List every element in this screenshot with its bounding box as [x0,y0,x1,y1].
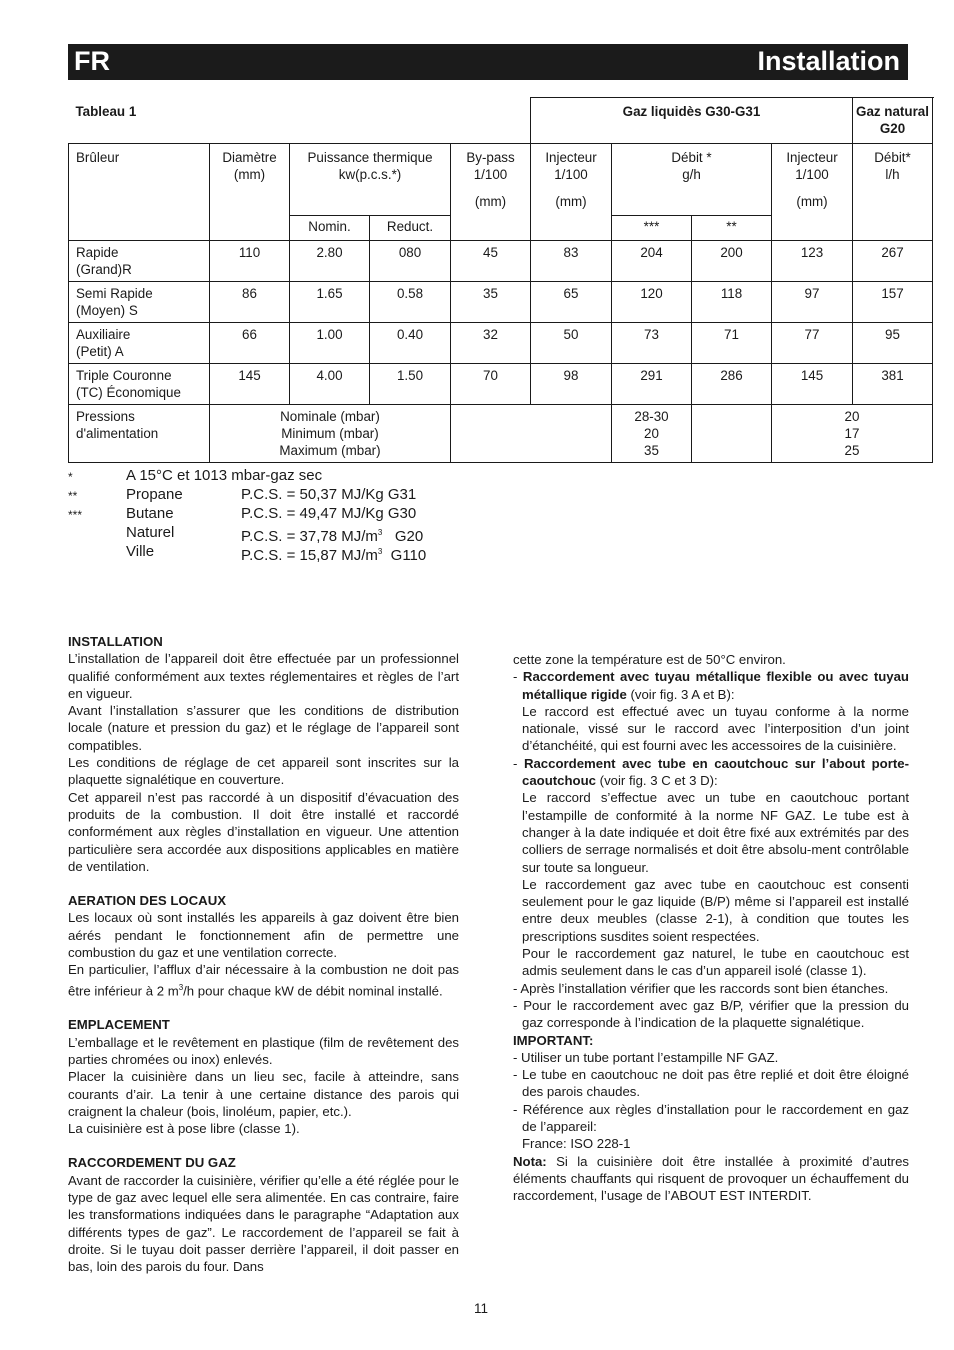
section-heading: IMPORTANT: [513,1032,594,1048]
paragraph: L’installation de l’appareil doit être effectuée par un professionnel qualifié conformément aux textes réglementaires et règles de l’art en vigueur. [68,651,459,701]
bullet: - Après l’installation vérifier que les raccords sont bien étanches. [513,980,889,996]
note-pcs [241,542,426,565]
row-diameter: 145 [210,364,290,405]
row-debit-natural: 267 [853,241,933,282]
section-heading: INSTALLATION [68,634,163,649]
pressure-empty [451,405,612,463]
table-row [69,241,933,282]
row-reduced: 080 [370,241,451,282]
paragraph: Avant l’installation s’assurer que les conditions de distribution locale (nature et pression du gaz) et le réglage de l’appareil sont compatibles. [68,703,459,753]
paragraph: Les conditions de réglage de cet appareil sont inscrites sur la plaquette signalétique en couverture. [68,755,459,788]
row-injector-natural: 145 [772,364,853,405]
row-debit-butane: 120 [612,282,692,323]
language-label: FR [74,46,110,76]
row-injector: 83 [531,241,612,282]
header-diameter: Diamètre (mm) [210,144,290,241]
group-header-lpg: Gaz liquidès G30-G31 [531,98,853,144]
row-nominal: 2.80 [290,241,370,282]
pressure-lpg: 28-30 20 35 [612,405,692,463]
row-injector-natural: 123 [772,241,853,282]
note-mark: *** [68,508,83,522]
row-burner-name: Auxiliaire (Petit) A [69,323,210,364]
paragraph: Placer la cuisinière dans un lieu sec, facile à atteindre, sans courants d’air. La tenir à une certaine distance des parois qui craignent la chaleur (bois, linoléum, papier, etc.). [68,1069,459,1119]
paragraph: France: ISO 228-1 [522,1136,631,1152]
note-gas: Butane [126,505,174,522]
bullet-bold: Raccordement avec tube en caoutchouc sur l’about porte-caoutchouc [522,755,909,789]
paragraph: Le raccordement gaz avec tube en caoutchouc est consenti seulement pour le gaz liquide (B/P) même si l’appareil est installé entre deux meubles (classe 2-1), à condition que toutes les prescriptions susdites soient respectées. [522,876,909,944]
row-bypass: 35 [451,282,531,323]
note-pcs-gas: G20 [382,528,424,545]
row-diameter: 86 [210,282,290,323]
paragraph: Pour le raccordement gaz naturel, le tube en caoutchouc est admis seulement dans le cas d’un appareil isolé (classe 1). [522,946,909,979]
row-burner-name: Rapide (Grand)R [69,241,210,282]
pressure-empty-2 [692,405,772,463]
row-diameter: 110 [210,241,290,282]
row-reduced: 0.58 [370,282,451,323]
bullet-text: (voir fig. 3 A et B): [626,686,735,702]
header-power: Puissance thermique kw(p.c.s.*) [290,144,451,216]
header-debit-natural: Débit* l/h [853,144,933,241]
section-heading: EMPLACEMENT [68,1017,170,1033]
paragraph: Le raccord est effectué avec un tuyau conforme à la norme nationale, vissé sur le raccord avec l’interposition d’un joint d’étanchéité, qui est fourni avec les accessoires de la cuisinière. [522,703,909,754]
bullet: - Référence aux règles d’installation pour le raccordement en gaz de l’appareil: [513,1101,909,1135]
paragraph: Avant de raccorder la cuisinière, vérifier qu’elle a été réglée pour le type de gaz avec lequel elle sera alimentée. En cas contraire, faire les transformations indiquées dans le paragraphe “Adaptation aux différents types de gaz”. Le raccordement de l’appareil se fait à droite. Si le tuyau doit passer derrière l’appareil, il doit passer en bas, loin des parois du four. Dans [68,1172,459,1275]
row-reduced: 1.50 [370,364,451,405]
table-row [69,364,933,405]
paragraph [68,961,459,999]
note-pcs-value: P.C.S. = 37,78 MJ/m [241,528,378,545]
note-pcs-value: P.C.S. = 15,87 MJ/m [241,547,378,564]
row-nominal: 1.00 [290,323,370,364]
header-burner: Brûleur [69,144,210,241]
header-debit-propane: ** [692,216,772,241]
table-notes [68,466,468,564]
note-mark: ** [68,489,78,503]
page-number: 11 [474,1301,489,1316]
nota [513,1153,909,1205]
row-burner-name: Triple Couronne (TC) Économique [69,364,210,405]
section-heading: RACCORDEMENT DU GAZ [68,1155,236,1171]
pressure-label: Pressions d'alimentation [69,405,210,463]
pressure-names: Nominale (mbar) Minimum (mbar) Maximum (mbar) [210,405,451,463]
bullet-bold: Raccordement avec tuyau métallique flexible ou avec tuyau métallique rigide [522,669,909,702]
note-pcs-gas: G110 [382,547,427,564]
row-debit-butane: 204 [612,241,692,282]
row-injector: 65 [531,282,612,323]
row-injector-natural: 97 [772,282,853,323]
header-nominal: Nomin. [290,216,370,241]
note-pcs: P.C.S. = 50,37 MJ/Kg G31 [241,486,417,503]
bullet: - Pour le raccordement avec gaz B/P, vérifier que la pression du gaz corresponde à l’indication de la plaquette signalétique. [513,997,909,1031]
note-gas: Ville [126,543,155,560]
table-caption: Tableau 1 [69,98,531,144]
row-debit-natural: 157 [853,282,933,323]
row-injector: 98 [531,364,612,405]
header-injector [531,144,612,241]
pressure-natural: 20 17 25 [772,405,933,463]
paragraph-text: /h pour chaque kW de débit nominal installé. [183,983,443,999]
page-header [68,44,908,80]
cube-superscript: 3 [377,528,383,537]
row-debit-natural: 95 [853,323,933,364]
row-injector: 50 [531,323,612,364]
note-pcs: P.C.S. = 49,47 MJ/Kg G30 [241,505,417,522]
header-injector-unit: (mm) [555,194,587,209]
paragraph: La cuisinière est à pose libre (classe 1). [68,1121,300,1137]
header-injector-natural-unit: (mm) [796,194,828,209]
row-burner-name: Semi Rapide (Moyen) S [69,282,210,323]
row-bypass: 45 [451,241,531,282]
page-title: Installation [757,46,900,76]
left-column [68,633,459,1275]
section-heading: AERATION DES LOCAUX [68,893,227,909]
gas-table [68,97,933,463]
paragraph: cette zone la température est de 50°C environ. [513,652,786,667]
row-reduced: 0.40 [370,323,451,364]
table-row [69,282,933,323]
note-text: A 15°C et 1013 mbar-gaz sec [126,467,323,484]
header-debit: Débit * g/h [612,144,772,216]
cube-superscript: 3 [377,547,383,556]
bullet: - Raccordement avec tube en caoutchouc sur l’about porte-caoutchouc (voir fig. 3 C et 3 D): [513,755,909,789]
paragraph: Le raccord s’effectue avec un tube en caoutchouc portant l’estampille de conformité à la norme NF GAZ. Le tube est à changer à la date indiquée et doit être fixé aux extrémités par des colliers de serrage normalisés et doit être absolu-ment contrôlable sur toute sa longueur. [522,790,909,875]
bullet: - Utiliser un tube portant l’estampille NF GAZ. [513,1049,779,1065]
row-debit-natural: 381 [853,364,933,405]
row-debit-propane: 200 [692,241,772,282]
header-bypass [451,144,531,241]
note-gas: Naturel [126,524,175,541]
header-injector-label: Injecteur 1/100 [545,150,597,182]
row-debit-propane: 118 [692,282,772,323]
row-bypass: 70 [451,364,531,405]
row-debit-butane: 291 [612,364,692,405]
paragraph: L’emballage et le revêtement en plastique (film de revêtement des parties chromées ou inox) enlevés. [68,1034,459,1067]
group-header-natural: Gaz natural G20 [853,98,933,144]
paragraph: Les locaux où sont installés les appareils à gaz doivent être bien aérés pendant le fonctionnement afin de permettre une combustion du gaz et une ventilation correcte. [68,910,459,961]
row-debit-butane: 73 [612,323,692,364]
note-gas: Propane [126,486,183,503]
header-bypass-unit: (mm) [474,194,507,209]
header-debit-butane: *** [612,216,692,241]
bullet: - Raccordement avec tuyau métallique flexible ou avec tuyau métallique rigide (voir fig. 3 A et B): [513,669,909,702]
right-column [513,651,909,1205]
table-row [69,323,933,364]
pressure-row [69,405,933,463]
header-injector-natural [772,144,853,241]
note-mark: * [68,470,73,484]
row-diameter: 66 [210,323,290,364]
row-nominal: 1.65 [290,282,370,323]
row-debit-propane: 71 [692,323,772,364]
row-debit-propane: 286 [692,364,772,405]
paragraph: Cet appareil n’est pas raccordé à un dispositif d’évacuation des produits de la combustion. Il doit être installé et raccordé conformément aux règles d’installation en vigueur. Une attention particulière sera accordée aux dispositions applicables en matière de ventilation. [68,789,459,874]
row-injector-natural: 77 [772,323,853,364]
bullet: - Le tube en caoutchouc ne doit pas être replié et doit être éloigné des parois chaudes. [513,1067,909,1100]
superscript: 3 [178,982,184,992]
nota-text: Si la cuisinière doit être installée à proximité d’autres éléments chauffants qui risquent de provoquer un échauffement du raccordement, l’usage de l’ABOUT EST INTERDIT. [513,1153,909,1204]
bullet-text: (voir fig. 3 C et 3 D): [596,773,718,789]
header-bypass-label: By-pass 1/100 [466,150,515,182]
header-injector-natural-label: Injecteur 1/100 [786,150,838,182]
row-bypass: 32 [451,323,531,364]
nota-label: Nota: [513,1153,547,1169]
row-nominal: 4.00 [290,364,370,405]
header-reduced: Reduct. [370,216,451,241]
paragraph-text: En particulier, l’afflux d’air nécessaire à la combustion ne doit pas être inférieur à 2 m [68,962,459,999]
